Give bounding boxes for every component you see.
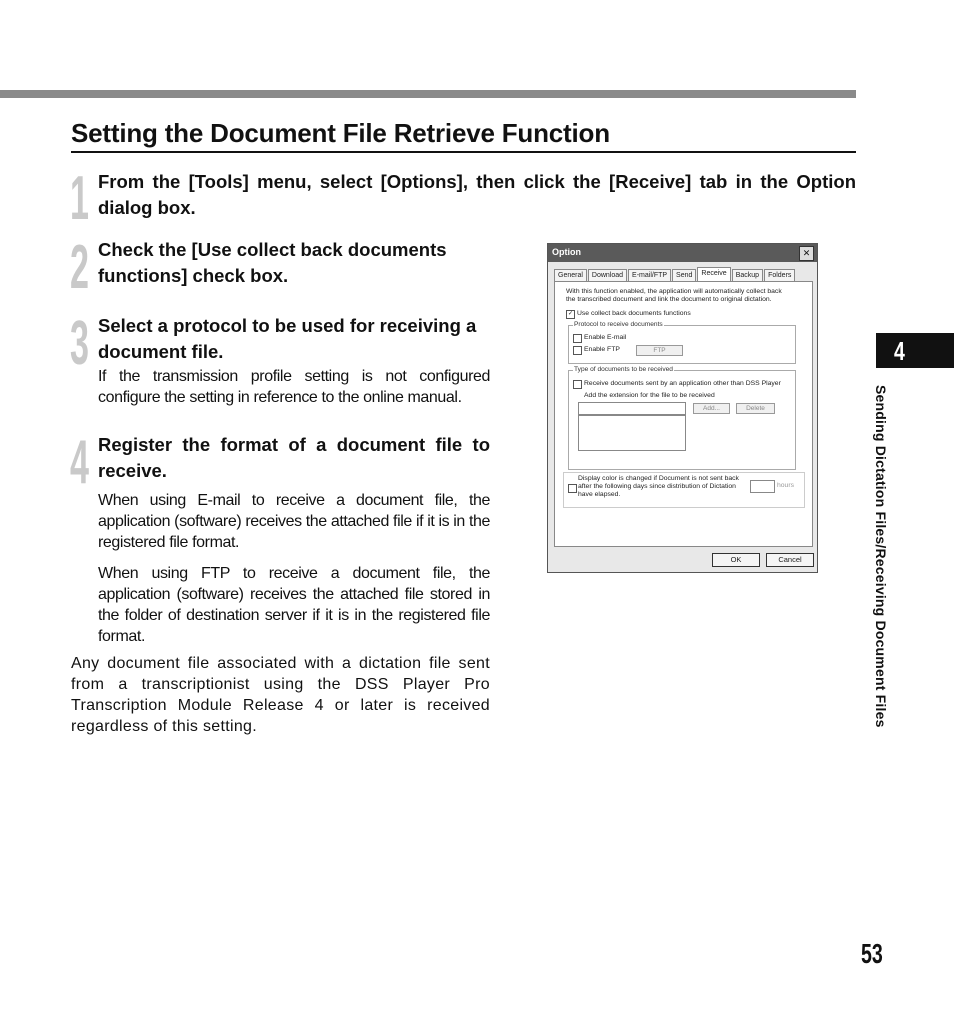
- step-1-number: 1: [70, 164, 89, 233]
- extension-list[interactable]: [578, 415, 686, 451]
- enable-email-label: Enable E-mail: [584, 334, 627, 341]
- dialog-tabs: [554, 267, 796, 281]
- page-number: 53: [861, 938, 883, 969]
- step-1-heading: From the [Tools] menu, select [Options], then click the [Receive] tab in the Option dialog box.: [98, 171, 856, 218]
- tab-email-ftp[interactable]: E-mail/FTP: [628, 269, 671, 281]
- ftp-button[interactable]: FTP: [636, 345, 683, 356]
- tab-receive[interactable]: Receive: [697, 267, 730, 281]
- dialog-titlebar: [548, 244, 817, 262]
- hours-label: hours: [777, 482, 795, 489]
- step-3-number: 3: [70, 309, 89, 378]
- extension-input[interactable]: [578, 402, 686, 415]
- tab-download[interactable]: Download: [588, 269, 627, 281]
- close-icon[interactable]: ✕: [799, 246, 814, 261]
- top-rule-bar: [0, 90, 856, 98]
- section-title: Setting the Document File Retrieve Function: [71, 118, 610, 148]
- step-4-heading: Register the format of a document file to receive.: [98, 434, 490, 481]
- display-color-checkbox[interactable]: [568, 484, 577, 493]
- intro-line-1: With this function enabled, the application will automatically collect back: [566, 288, 782, 295]
- step-4-body-2: When using FTP to receive a document file, the application (software) receives the attached file stored in the folder of destination server if it is in the registered file format.: [98, 565, 490, 645]
- protocol-group-label: Protocol to receive documents: [574, 321, 663, 328]
- chapter-side-label: Sending Dictation Files/Receiving Document Files: [873, 385, 889, 728]
- enable-email-checkbox[interactable]: [573, 334, 582, 343]
- option-dialog: [547, 243, 818, 573]
- note-text: Any document file associated with a dictation file sent from a transcriptionist using the DSS Player Pro Transcription Module Release 4 or later is received regardless of this setting.: [71, 655, 490, 735]
- add-button[interactable]: Add...: [693, 403, 730, 414]
- receive-tab-panel: [554, 281, 813, 547]
- tab-folders[interactable]: Folders: [764, 269, 795, 281]
- intro-line-2: the transcribed document and link the document to original dictation.: [566, 296, 772, 303]
- use-collect-label: Use collect back documents functions: [577, 310, 691, 317]
- document-type-group-label: Type of documents to be received: [574, 366, 673, 373]
- display-color-group: [563, 472, 805, 508]
- receive-other-checkbox[interactable]: [573, 380, 582, 389]
- add-extension-label: Add the extension for the file to be received: [584, 392, 715, 399]
- step-4-number: 4: [70, 428, 89, 497]
- tab-backup[interactable]: Backup: [732, 269, 763, 281]
- enable-ftp-checkbox[interactable]: [573, 346, 582, 355]
- display-color-line-1: Display color is changed if Document is not sent back: [578, 475, 739, 482]
- title-underline: [71, 151, 856, 153]
- tab-general[interactable]: General: [554, 269, 587, 281]
- step-2-heading: Check the [Use collect back documents functions] check box.: [98, 239, 447, 286]
- step-3-body: If the transmission profile setting is not configured configure the setting in reference to the online manual.: [98, 368, 490, 406]
- dialog-title: Option: [552, 247, 581, 257]
- tab-send[interactable]: Send: [672, 269, 696, 281]
- delete-button[interactable]: Delete: [736, 403, 775, 414]
- enable-ftp-label: Enable FTP: [584, 346, 620, 353]
- display-color-line-2: after the following days since distribution of Dictation: [578, 483, 736, 490]
- ok-button[interactable]: OK: [712, 553, 760, 567]
- step-2-number: 2: [70, 233, 89, 302]
- step-3-heading: Select a protocol to be used for receiving a document file.: [98, 315, 477, 362]
- step-4-body: When using E-mail to receive a document file, the application (software) receives the attached file if it is in the registered file format.: [98, 492, 490, 551]
- days-input[interactable]: [750, 480, 775, 493]
- cancel-button[interactable]: Cancel: [766, 553, 814, 567]
- document-type-group: [568, 366, 796, 470]
- use-collect-checkbox[interactable]: ✓: [567, 311, 574, 317]
- protocol-group: [568, 321, 796, 364]
- chapter-number: 4: [894, 336, 905, 366]
- chapter-tab: [876, 333, 954, 368]
- display-color-line-3: have elapsed.: [578, 491, 621, 498]
- receive-other-label: Receive documents sent by an application other than DSS Player: [584, 380, 781, 387]
